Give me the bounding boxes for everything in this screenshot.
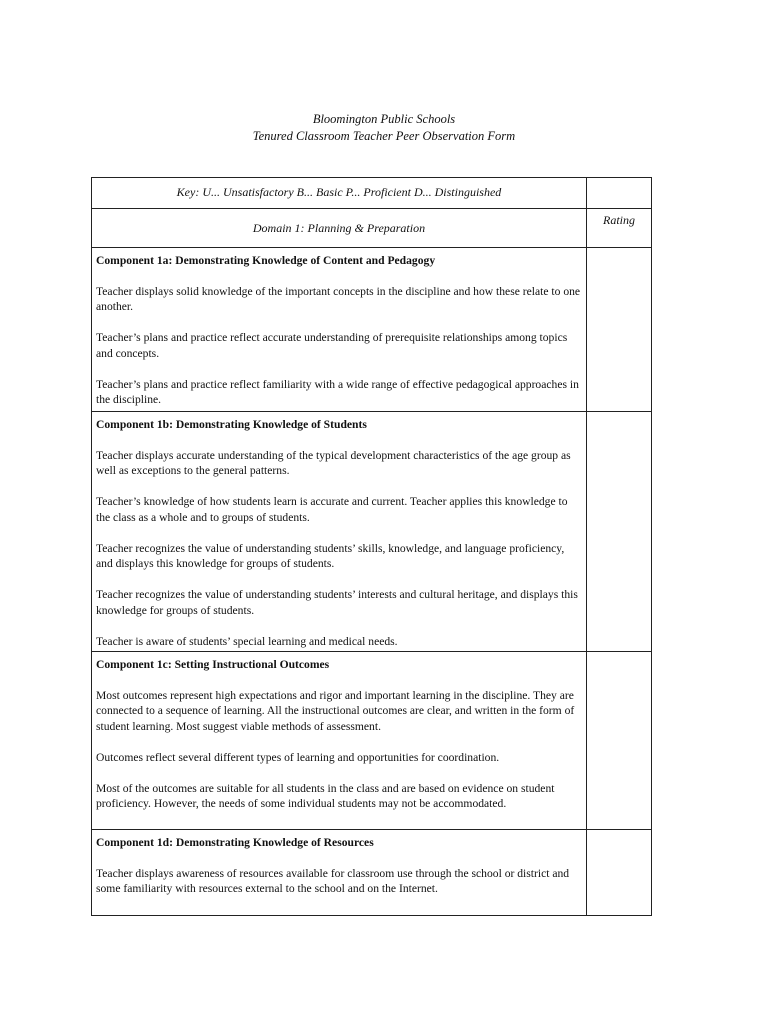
component-item: Teacher displays awareness of resources available for classroom use through the school or district and some familiarity with resources external to the school and on the Internet. xyxy=(96,866,570,895)
component-title-1d: Component 1d: Demonstrating Knowledge of Resources xyxy=(96,836,374,849)
observation-table xyxy=(91,177,652,916)
component-item: Teacher displays accurate understanding of the typical development characteristics of the age group as well as exceptions to the general patterns. xyxy=(96,448,571,477)
rating-cell-1c[interactable] xyxy=(587,652,652,830)
component-row-1b xyxy=(92,412,652,652)
component-row-1d xyxy=(92,830,652,916)
domain-row xyxy=(92,209,652,248)
component-row-1c xyxy=(92,652,652,830)
rating-header: Rating xyxy=(603,213,635,227)
school-name: Bloomington Public Schools xyxy=(312,112,456,126)
form-title: Tenured Classroom Teacher Peer Observation Form xyxy=(252,129,516,143)
rating-key: Key: U... Unsatisfactory B... Basic P... Proficient D... Distinguished xyxy=(176,185,502,199)
key-row xyxy=(92,178,652,209)
component-item: Teacher recognizes the value of understanding students’ interests and cultural heritage, and displays this knowledge for groups of students. xyxy=(96,588,578,617)
component-item: Most of the outcomes are suitable for all students in the class and are based on evidence on student proficiency. However, the needs of some individual students may not be accommodated. xyxy=(96,781,555,810)
component-row-1a xyxy=(92,248,652,412)
rating-cell-1d[interactable] xyxy=(587,830,652,916)
domain-title: Domain 1: Planning & Preparation xyxy=(252,221,426,235)
rating-cell-1a[interactable] xyxy=(587,248,652,412)
component-item: Teacher is aware of students’ special learning and medical needs. xyxy=(96,634,398,648)
key-rating-cell xyxy=(587,178,652,209)
component-item: Outcomes reflect several different types of learning and opportunities for coordination. xyxy=(96,750,500,764)
component-item: Teacher’s plans and practice reflect familiarity with a wide range of effective pedagogical approaches in the discipline. xyxy=(96,377,579,406)
component-title-1b: Component 1b: Demonstrating Knowledge of Students xyxy=(96,418,367,431)
component-item: Teacher recognizes the value of understanding students’ skills, knowledge, and language proficiency, and displays this knowledge for groups of students. xyxy=(96,541,565,570)
component-item: Teacher displays solid knowledge of the important concepts in the discipline and how these relate to one another. xyxy=(96,284,581,313)
form-header xyxy=(0,111,768,145)
component-title-1a: Component 1a: Demonstrating Knowledge of Content and Pedagogy xyxy=(96,254,436,267)
component-item: Most outcomes represent high expectations and rigor and important learning in the discipline. They are connected to a sequence of learning. All the instructional outcomes are clear, and written in the form of student learning. Most suggest viable methods of assessment. xyxy=(96,688,575,733)
component-title-1c: Component 1c: Setting Instructional Outcomes xyxy=(96,658,330,671)
component-item: Teacher’s knowledge of how students learn is accurate and current. Teacher applies this knowledge to the class as a whole and to groups of students. xyxy=(96,495,568,524)
rating-cell-1b[interactable] xyxy=(587,412,652,652)
component-item: Teacher’s plans and practice reflect accurate understanding of prerequisite relationships among topics and concepts. xyxy=(96,331,568,360)
